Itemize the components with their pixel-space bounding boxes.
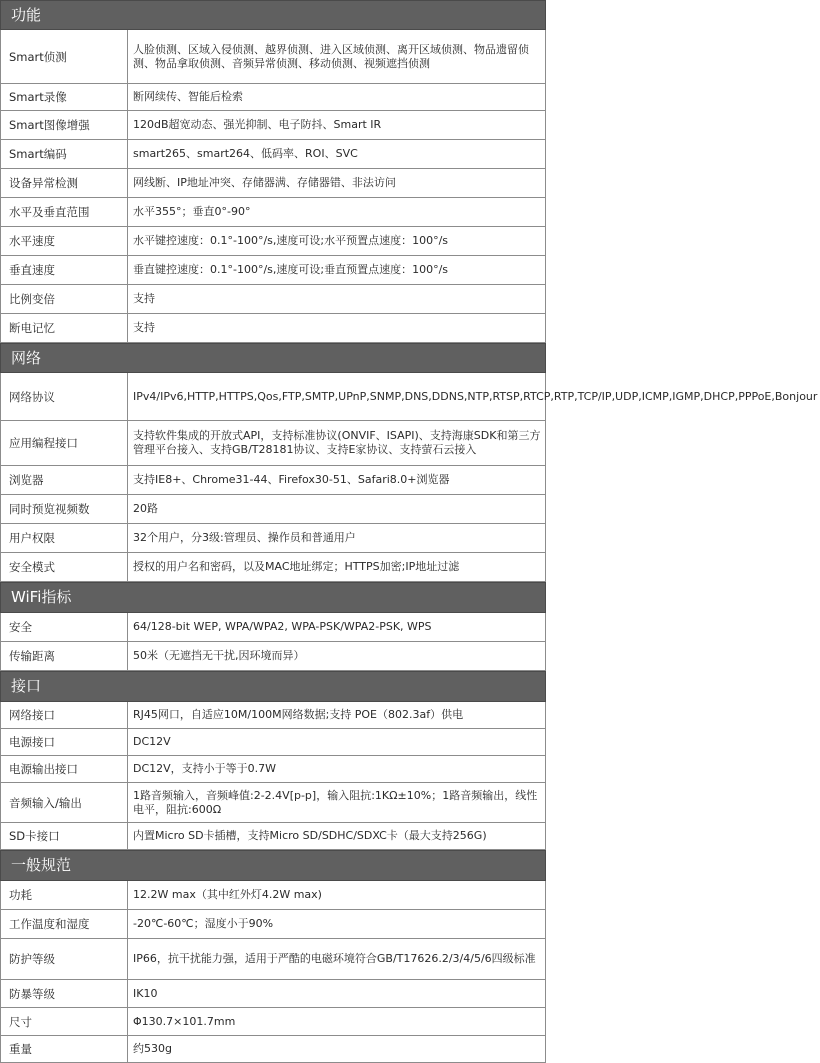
- section-header: 网络: [0, 343, 546, 373]
- spec-row: [0, 702, 546, 729]
- section-header: 一般规范: [0, 850, 546, 881]
- spec-value: smart265、smart264、低码率、ROI、SVC: [133, 147, 358, 160]
- spec-row: [0, 642, 546, 671]
- spec-label: Smart录像: [1, 84, 128, 110]
- spec-row: [0, 373, 818, 421]
- spec-label: 同时预览视频数: [1, 495, 128, 523]
- spec-label: 水平速度: [1, 227, 128, 255]
- spec-row: [0, 111, 546, 140]
- spec-value: 断网续传、智能后检索: [133, 90, 243, 103]
- spec-row: [0, 227, 546, 256]
- spec-value: 支持: [133, 292, 155, 305]
- spec-value: 网线断、IP地址冲突、存储器满、存储器错、非法访问: [133, 176, 396, 189]
- spec-label: 电源接口: [1, 729, 128, 755]
- spec-value: 32个用户，分3级:管理员、操作员和普通用户: [133, 531, 356, 544]
- spec-label: Smart图像增强: [1, 111, 128, 139]
- section-header: 功能: [0, 0, 546, 30]
- spec-label: 尺寸: [1, 1008, 128, 1035]
- spec-label: 工作温度和湿度: [1, 910, 128, 938]
- spec-row: [0, 980, 546, 1008]
- spec-label: 音频输入/输出: [1, 783, 128, 822]
- spec-value: 支持软件集成的开放式API，支持标准协议(ONVIF、ISAPI)、支持海康SDK和第三方管理平台接入、支持GB/T28181协议、支持E家协议、支持萤石云接入: [133, 429, 541, 456]
- spec-label: 垂直速度: [1, 256, 128, 284]
- spec-label: 设备异常检测: [1, 169, 128, 197]
- spec-value: 水平355°；垂直0°-90°: [133, 205, 251, 218]
- spec-row: [0, 1008, 546, 1036]
- spec-value: Φ130.7×101.7mm: [133, 1014, 236, 1028]
- spec-row: [0, 524, 546, 553]
- spec-row: [0, 198, 546, 227]
- spec-label: 传输距离: [1, 642, 128, 670]
- spec-label: 重量: [1, 1036, 128, 1062]
- spec-value: 人脸侦测、区域入侵侦测、越界侦测、进入区域侦测、离开区域侦测、物品遗留侦测、物品拿取侦测、音频异常侦测、移动侦测、视频遮挡侦测: [133, 42, 529, 70]
- spec-label: 应用编程接口: [1, 421, 128, 465]
- spec-row: [0, 756, 546, 783]
- section-header: 接口: [0, 671, 546, 702]
- spec-row: [0, 881, 546, 910]
- spec-row: [0, 613, 546, 642]
- spec-value: 12.2W max（其中红外灯4.2W max): [133, 888, 322, 901]
- spec-row: [0, 314, 546, 343]
- spec-value: DC12V，支持小于等于0.7W: [133, 762, 277, 775]
- spec-label: 比例变倍: [1, 285, 128, 313]
- spec-label: 水平及垂直范围: [1, 198, 128, 226]
- spec-label: Smart编码: [1, 140, 128, 168]
- spec-value: 120dB超宽动态、强光抑制、电子防抖、Smart IR: [133, 118, 382, 131]
- spec-value: DC12V: [133, 735, 171, 748]
- spec-row: [0, 466, 546, 495]
- spec-label: 防护等级: [1, 939, 128, 979]
- spec-value: IPv4/IPv6,HTTP,HTTPS,Qos,FTP,SMTP,UPnP,SNMP,DNS,DDNS,NTP,RTSP,RTCP,RTP,TCP/IP,UDP,ICMP,IGMP,DHCP,PPPoE,Bonjour: [133, 389, 818, 403]
- spec-label: 功耗: [1, 881, 128, 909]
- spec-value: IK10: [133, 986, 158, 1000]
- spec-row: [0, 783, 546, 823]
- spec-row: [0, 1036, 546, 1063]
- spec-row: [0, 910, 546, 939]
- spec-row: [0, 495, 546, 524]
- spec-row: [0, 729, 546, 756]
- spec-value: 支持IE8+、Chrome31-44、Firefox30-51、Safari8.0+浏览器: [133, 473, 450, 486]
- spec-value: 50米（无遮挡无干扰,因环境而异）: [133, 649, 305, 662]
- spec-value: 20路: [133, 502, 158, 515]
- spec-value: 支持: [133, 321, 155, 334]
- spec-label: Smart侦测: [1, 30, 128, 83]
- spec-row: [0, 140, 546, 169]
- spec-label: 安全: [1, 613, 128, 641]
- spec-row: [0, 256, 546, 285]
- spec-value: 1路音频输入，音频峰值:2-2.4V[p-p]，输入阻抗:1KΩ±10%；1路音频输出，线性电平，阻抗:600Ω: [133, 788, 538, 816]
- spec-row: [0, 823, 546, 850]
- spec-row: [0, 939, 546, 980]
- spec-value: 内置Micro SD卡插槽，支持Micro SD/SDHC/SDXC卡（最大支持256G): [133, 829, 487, 842]
- spec-label: 网络协议: [1, 373, 128, 420]
- spec-label: 安全模式: [1, 553, 128, 581]
- spec-value: IP66，抗干扰能力强，适用于严酷的电磁环境符合GB/T17626.2/3/4/5/6四级标准: [133, 952, 536, 965]
- spec-value: 水平键控速度：0.1°-100°/s,速度可设;水平预置点速度：100°/s: [133, 234, 449, 247]
- spec-label: 电源输出接口: [1, 756, 128, 782]
- spec-label: 网络接口: [1, 702, 128, 728]
- spec-label: 防暴等级: [1, 980, 128, 1007]
- spec-value: -20℃-60℃；湿度小于90%: [133, 917, 274, 930]
- spec-value: RJ45网口，自适应10M/100M网络数据;支持 POE（802.3af）供电: [133, 708, 464, 721]
- spec-label: 用户权限: [1, 524, 128, 552]
- spec-value: 约530g: [133, 1042, 172, 1055]
- spec-row: [0, 169, 546, 198]
- spec-value: 授权的用户名和密码，以及MAC地址绑定；HTTPS加密;IP地址过滤: [133, 560, 460, 573]
- spec-row: [0, 285, 546, 314]
- section-header: WiFi指标: [0, 582, 546, 613]
- spec-row: [0, 84, 546, 111]
- spec-label: SD卡接口: [1, 823, 128, 849]
- spec-label: 断电记忆: [1, 314, 128, 342]
- spec-label: 浏览器: [1, 466, 128, 494]
- spec-value: 垂直键控速度：0.1°-100°/s,速度可设;垂直预置点速度：100°/s: [133, 263, 449, 276]
- spec-row: [0, 553, 546, 582]
- spec-row: [0, 30, 546, 84]
- spec-value: 64/128-bit WEP, WPA/WPA2, WPA-PSK/WPA2-PSK, WPS: [133, 620, 432, 633]
- spec-row: [0, 421, 546, 466]
